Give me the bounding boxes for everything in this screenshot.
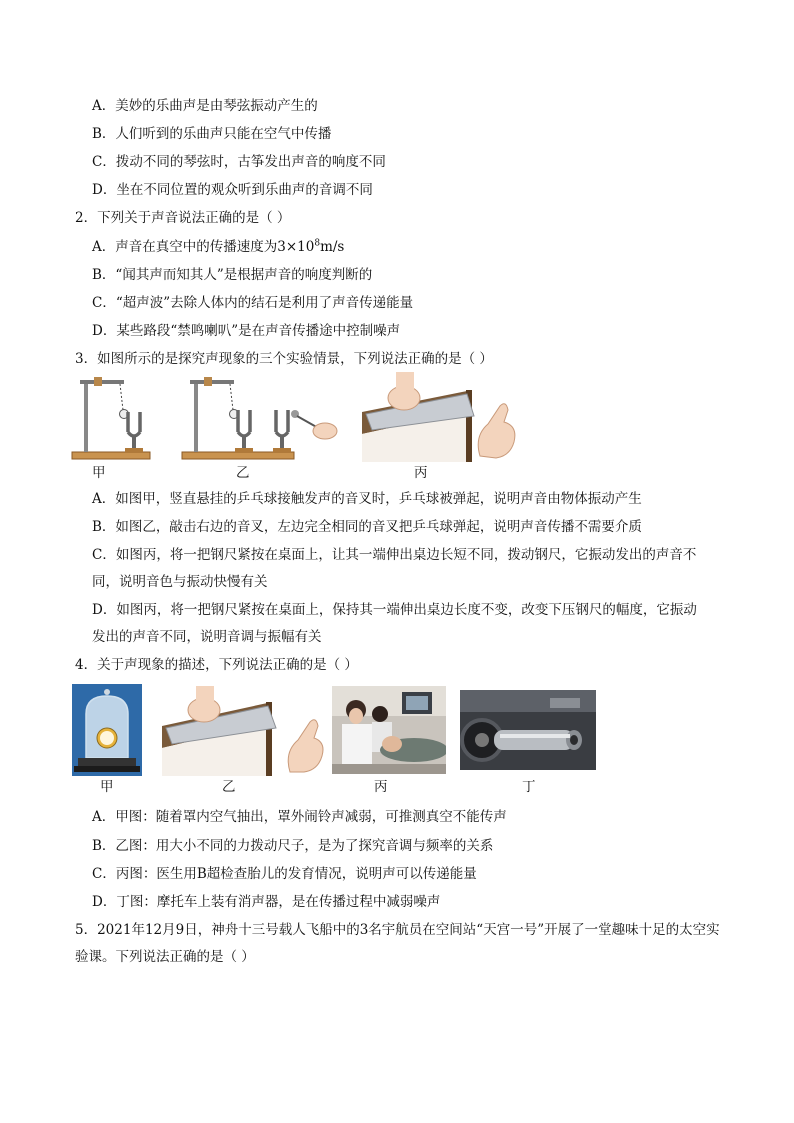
q4-figure-jia — [72, 684, 142, 776]
q3-option-b: B．如图乙，敲击右边的音叉，左边完全相同的音叉把乒乓球弹起，说明声音传播不需要介质 — [92, 519, 642, 535]
q3-stem: 3．如图所示的是探究声现象的三个实验情景，下列说法正确的是（ ） — [75, 351, 493, 367]
q4-option-d: D．丁图：摩托车上装有消声器，是在传播过程中减弱噪声 — [92, 894, 441, 910]
q2-option-b: B．“闻其声而知其人”是根据声音的响度判断的 — [92, 267, 373, 283]
q3-caption-jia: 甲 — [92, 465, 106, 481]
q1-option-a: A．美妙的乐曲声是由琴弦振动产生的 — [92, 98, 318, 114]
q4-caption-bing: 丙 — [374, 779, 388, 795]
q4-caption-yi: 乙 — [222, 779, 236, 795]
q3-caption-bing: 丙 — [414, 465, 428, 481]
q4-caption-ding: 丁 — [522, 779, 536, 795]
q1-option-c: C．拨动不同的琴弦时，古筝发出声音的响度不同 — [92, 154, 386, 170]
q3-figure-jia — [70, 374, 160, 464]
q4-option-b: B．乙图：用大小不同的力拨动尺子，是为了探究音调与频率的关系 — [92, 838, 494, 854]
q1-option-d: D．坐在不同位置的观众听到乐曲声的音调不同 — [92, 182, 373, 198]
q2-option-a-unit: m/s — [320, 239, 345, 255]
q2-option-c: C．“超声波”去除人体内的结石是利用了声音传递能量 — [92, 295, 414, 311]
q3-option-a: A．如图甲，竖直悬挂的乒乓球接触发声的音叉时，乒乓球被弹起，说明声音由物体振动产生 — [92, 491, 642, 507]
q2-option-a — [92, 237, 344, 257]
q1-option-b: B．人们听到的乐曲声只能在空气中传播 — [92, 126, 332, 142]
q3-option-c-line1: C．如图丙，将一把钢尺紧按在桌面上，让其一端伸出桌边长短不同，拨动钢尺，它振动发出的声音不 — [92, 547, 697, 563]
q4-figure-bing — [332, 686, 446, 774]
q3-option-c-line2: 同，说明音色与振动快慢有关 — [92, 574, 268, 590]
q2-stem: 2．下列关于声音说法正确的是（ ） — [75, 210, 291, 226]
q3-figure-yi — [180, 374, 340, 464]
q3-option-d-line1: D．如图丙，将一把钢尺紧按在桌面上，保持其一端伸出桌边长度不变，改变下压钢尺的幅度，它振动 — [92, 602, 697, 618]
q3-option-d-line2: 发出的声音不同，说明音调与振幅有关 — [92, 629, 322, 645]
q5-stem-line1: 5．2021年12月9日，神舟十三号载人飞船中的3名宇航员在空间站“天宫一号”开展了一堂趣味十足的太空实 — [75, 922, 720, 938]
q2-option-a-text: A．声音在真空中的传播速度为3×10 — [92, 239, 315, 255]
q4-caption-jia: 甲 — [100, 779, 114, 795]
q4-figure-ding — [460, 690, 596, 770]
q3-caption-yi: 乙 — [236, 465, 250, 481]
q2-option-a-exponent: 8 — [314, 238, 321, 249]
q5-stem-line2: 验课。下列说法正确的是（ ） — [75, 949, 255, 965]
q4-option-a: A．甲图：随着罩内空气抽出，罩外闹铃声减弱，可推测真空不能传声 — [92, 809, 507, 825]
q3-figure-bing-hand — [470, 396, 526, 460]
q4-option-c: C．丙图：医生用B超检查胎儿的发育情况，说明声可以传递能量 — [92, 866, 477, 882]
q2-option-d: D．某些路段“禁鸣喇叭”是在声音传播途中控制噪声 — [92, 323, 401, 339]
q4-stem: 4．关于声现象的描述，下列说法正确的是（ ） — [75, 657, 358, 673]
q4-figure-yi — [162, 686, 328, 776]
